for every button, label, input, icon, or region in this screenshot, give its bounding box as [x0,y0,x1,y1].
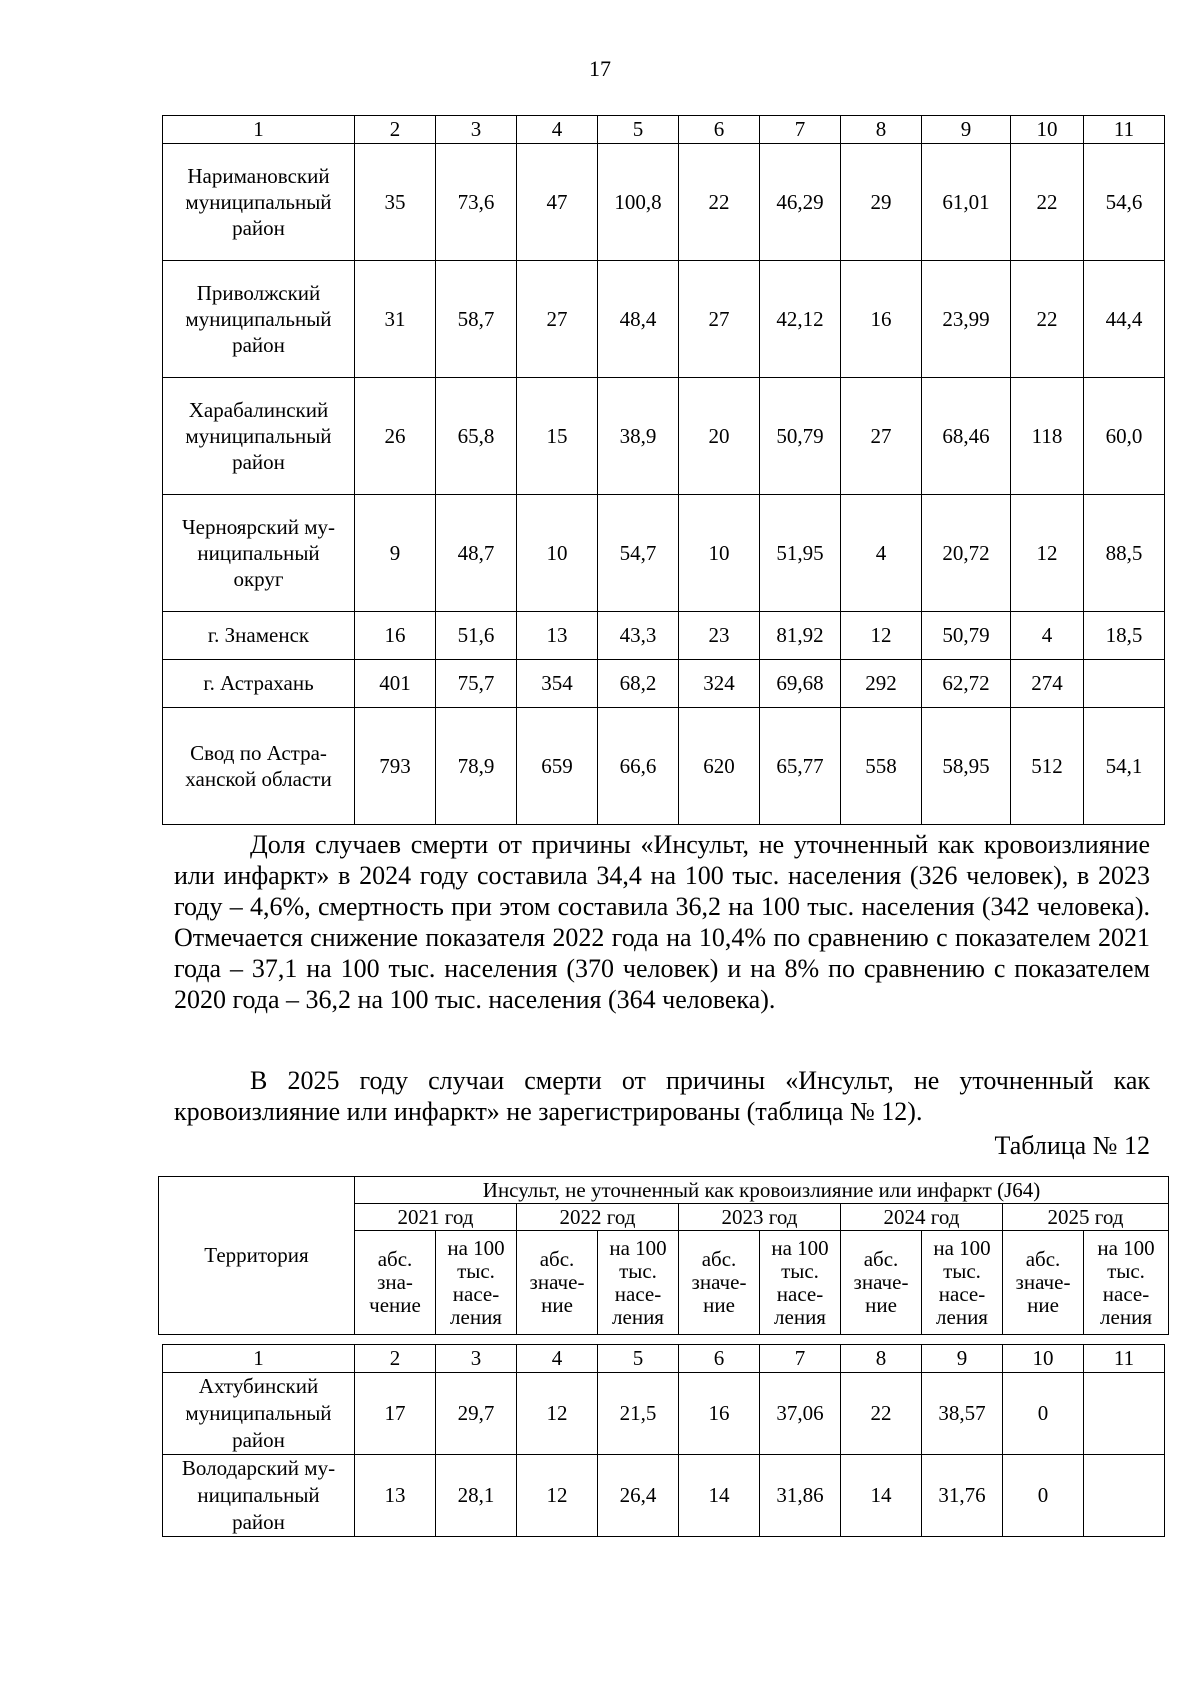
table-cell: 31,86 [760,1455,841,1537]
column-number: 7 [760,116,841,144]
table-cell: 29 [841,144,922,261]
abs-value-header: абс. значе- ние [517,1231,598,1335]
table-cell: 12 [517,1455,598,1537]
abs-value-header: абс. значе- ние [841,1231,922,1335]
table-cell: 75,7 [436,660,517,708]
table-cell: 14 [679,1455,760,1537]
table-cell: 10 [517,495,598,612]
table-cell: 78,9 [436,708,517,825]
table-cell: 9 [355,495,436,612]
rate-header: на 100 тыс. насе- ления [760,1231,841,1335]
rate-header: на 100 тыс. насе- ления [436,1231,517,1335]
territory-name: Наримановский муниципальный район [163,144,355,261]
table-cell: 35 [355,144,436,261]
table-cell: 401 [355,660,436,708]
table-cell: 793 [355,708,436,825]
table-cell: 44,4 [1084,261,1165,378]
table-cell: 100,8 [598,144,679,261]
table-cell: 31,76 [922,1455,1003,1537]
mortality-table-continued [162,115,1165,825]
table-cell: 118 [1011,378,1084,495]
rate-header: на 100 тыс. насе- ления [922,1231,1003,1335]
table-row [163,612,1165,660]
table-cell: 54,6 [1084,144,1165,261]
table-cell: 21,5 [598,1373,679,1455]
table-cell: 68,2 [598,660,679,708]
table-cell: 4 [1011,612,1084,660]
table-cell [1084,1455,1165,1537]
table-cell: 38,57 [922,1373,1003,1455]
territory-name: Черноярский му- ниципальный округ [163,495,355,612]
table-cell: 22 [1011,261,1084,378]
table-cell: 50,79 [922,612,1011,660]
table-cell: 14 [841,1455,922,1537]
column-number: 8 [841,1345,922,1373]
table-cell: 12 [841,612,922,660]
table-cell: 512 [1011,708,1084,825]
table-cell: 48,7 [436,495,517,612]
table-cell: 38,9 [598,378,679,495]
table-cell: 68,46 [922,378,1011,495]
column-number: 3 [436,116,517,144]
territory-header: Территория [159,1177,355,1335]
column-number-row [163,1345,1165,1373]
table-cell: 26 [355,378,436,495]
table-cell: 88,5 [1084,495,1165,612]
table-cell: 37,06 [760,1373,841,1455]
table-cell: 58,7 [436,261,517,378]
table-cell [1084,1373,1165,1455]
table-cell: 0 [1003,1455,1084,1537]
table-cell: 58,95 [922,708,1011,825]
page-number: 17 [589,56,611,81]
table-row [163,144,1165,261]
table-cell: 23,99 [922,261,1011,378]
table-cell: 27 [679,261,760,378]
territory-name: Свод по Астра- ханской области [163,708,355,825]
table-cell: 73,6 [436,144,517,261]
rate-header: на 100 тыс. насе- ления [1084,1231,1169,1335]
body-paragraph: Доля случаев смерти от причины «Инсульт, не уточненный как кровоизлияние или инфаркт» в 2024 году составила 34,4 на 100 тыс. населения (326 человек), в 2023 году – 4,6%, смертность при этом составила 36,2 на 100 тыс. населения (342 человека). Отмечается снижение показателя 2022 года на 10,4% по сравнению с показателем 2021 года – 37,1 на 100 тыс. населения (370 человек) и на 8% по сравнению с показателем 2020 года – 36,2 на 100 тыс. населения (364 человека). [174,830,1150,1014]
year-header: 2025 год [1003,1204,1169,1231]
year-header: 2022 год [517,1204,679,1231]
territory-name: г. Астрахань [163,660,355,708]
table-row [163,660,1165,708]
territory-name: Харабалинский муниципальный район [163,378,355,495]
column-number: 4 [517,1345,598,1373]
header-row [159,1177,1169,1204]
column-number: 4 [517,116,598,144]
table-cell [1084,660,1165,708]
table-cell: 659 [517,708,598,825]
table-cell: 22 [841,1373,922,1455]
table-cell: 48,4 [598,261,679,378]
table-cell: 18,5 [1084,612,1165,660]
abs-value-header: абс. значе- ние [1003,1231,1084,1335]
table-row [163,261,1165,378]
column-number-row [163,116,1165,144]
territory-name: Ахтубинский муниципальный район [163,1373,355,1455]
column-number: 11 [1084,1345,1165,1373]
table-cell: 22 [679,144,760,261]
table-cell: 28,1 [436,1455,517,1537]
table-cell: 51,6 [436,612,517,660]
column-number: 10 [1003,1345,1084,1373]
column-number: 6 [679,1345,760,1373]
column-number: 11 [1084,116,1165,144]
table-cell: 61,01 [922,144,1011,261]
table-cell: 20,72 [922,495,1011,612]
column-number: 7 [760,1345,841,1373]
table-cell: 16 [355,612,436,660]
table-cell: 69,68 [760,660,841,708]
table-cell: 22 [1011,144,1084,261]
table-row [163,1373,1165,1455]
abs-value-header: абс. зна- чение [355,1231,436,1335]
table-cell: 354 [517,660,598,708]
table-cell: 42,12 [760,261,841,378]
column-number: 6 [679,116,760,144]
column-number: 2 [355,1345,436,1373]
column-number: 8 [841,116,922,144]
table-cell: 26,4 [598,1455,679,1537]
table-cell: 292 [841,660,922,708]
table-cell: 81,92 [760,612,841,660]
table-row [163,708,1165,825]
body-paragraph: В 2025 году случаи смерти от причины «Инсульт, не уточненный как кровоизлияние или инфаркт» не зарегистрированы (таблица № 12). [174,1066,1150,1126]
year-header: 2023 год [679,1204,841,1231]
table-cell: 27 [517,261,598,378]
table-cell: 43,3 [598,612,679,660]
abs-value-header: абс. значе- ние [679,1231,760,1335]
table-cell: 274 [1011,660,1084,708]
column-number: 10 [1011,116,1084,144]
year-header: 2021 год [355,1204,517,1231]
table-cell: 16 [841,261,922,378]
territory-name: г. Знаменск [163,612,355,660]
table-cell: 65,8 [436,378,517,495]
table-cell: 620 [679,708,760,825]
rate-header: на 100 тыс. насе- ления [598,1231,679,1335]
table-cell: 558 [841,708,922,825]
table-cell: 51,95 [760,495,841,612]
table-cell: 16 [679,1373,760,1455]
group-title: Инсульт, не уточненный как кровоизлияние или инфаркт (J64) [355,1177,1169,1204]
table-cell: 15 [517,378,598,495]
table-cell: 54,7 [598,495,679,612]
table-12-body [162,1344,1165,1537]
table-cell: 12 [517,1373,598,1455]
column-number: 1 [163,1345,355,1373]
table-row [163,495,1165,612]
table-cell: 13 [355,1455,436,1537]
column-number: 2 [355,116,436,144]
table-cell: 17 [355,1373,436,1455]
table-cell: 66,6 [598,708,679,825]
table-caption: Таблица № 12 [994,1131,1150,1160]
table-row [163,378,1165,495]
column-number: 9 [922,116,1011,144]
table-cell: 10 [679,495,760,612]
table-cell: 23 [679,612,760,660]
column-number: 5 [598,116,679,144]
table-cell: 13 [517,612,598,660]
table-cell: 62,72 [922,660,1011,708]
table-cell: 60,0 [1084,378,1165,495]
territory-name: Володарский му- ниципальный район [163,1455,355,1537]
table-cell: 4 [841,495,922,612]
table-row [163,1455,1165,1537]
table-cell: 54,1 [1084,708,1165,825]
territory-name: Приволжский муниципальный район [163,261,355,378]
table-12-header [158,1176,1169,1335]
column-number: 1 [163,116,355,144]
table-cell: 29,7 [436,1373,517,1455]
table-cell: 20 [679,378,760,495]
table-cell: 0 [1003,1373,1084,1455]
table-cell: 324 [679,660,760,708]
table-cell: 50,79 [760,378,841,495]
column-number: 9 [922,1345,1003,1373]
table-cell: 12 [1011,495,1084,612]
table-cell: 47 [517,144,598,261]
year-header: 2024 год [841,1204,1003,1231]
table-cell: 65,77 [760,708,841,825]
table-cell: 31 [355,261,436,378]
table-cell: 46,29 [760,144,841,261]
table-cell: 27 [841,378,922,495]
column-number: 5 [598,1345,679,1373]
column-number: 3 [436,1345,517,1373]
